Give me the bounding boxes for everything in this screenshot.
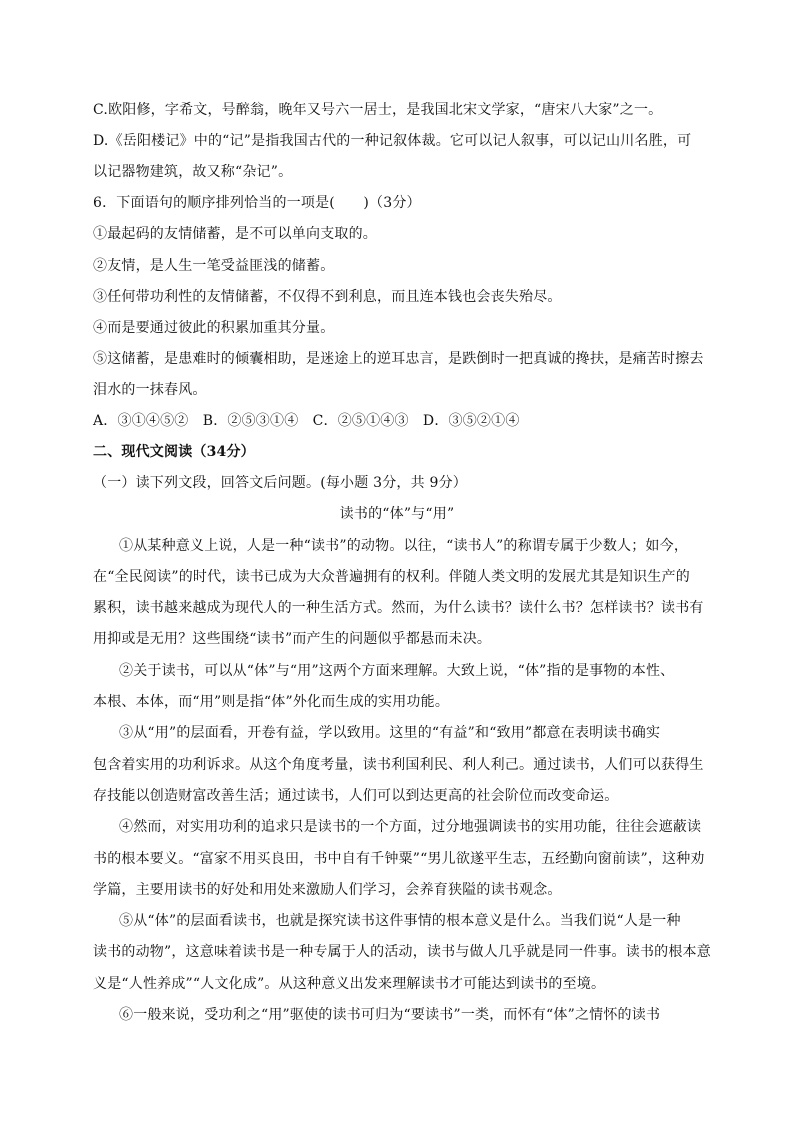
sentence-2: ②友情，是人生一笔受益匪浅的储蓄。 bbox=[93, 258, 335, 274]
paragraph-6-line-1: ⑥一般来说，受功利之“用”驱使的读书可归为“要读书”一类，而怀有“体”之情怀的读书 bbox=[119, 1007, 661, 1023]
paragraph-5-line-3: 义是“人性养成”“人文化成”。从这种意义出发来理解读书才可能达到读书的至境。 bbox=[93, 976, 606, 992]
sentence-5: ⑤这储蓄，是患难时的倾囊相助，是迷途上的逆耳忠言，是跌倒时一把真诚的搀扶，是痛苦时擦去 bbox=[93, 351, 704, 367]
paragraph-2-line-1: ②关于读书，可以从“体”与“用”这两个方面来理解。大致上说，“体”指的是事物的本性、 bbox=[119, 663, 675, 679]
question-6: 6．下面语句的顺序排列恰当的一项是( )（3分） bbox=[93, 195, 421, 211]
paragraph-2-line-2: 本根、本体，而“用”则是指“体”外化而生成的实用功能。 bbox=[93, 694, 450, 710]
sentence-3: ③任何带功利性的友情储蓄，不仅得不到利息，而且连本钱也会丧失殆尽。 bbox=[93, 289, 562, 305]
sentence-1: ①最起码的友情储蓄，是不可以单向支取的。 bbox=[93, 226, 377, 242]
paragraph-4-line-3: 学篇，主要用读书的好处和用处来激励人们学习，会养育狭隘的读书观念。 bbox=[93, 882, 562, 898]
answer-options: A．③①④⑤② B．②⑤③①④ C．②⑤①④③ D．③⑤②①④ bbox=[93, 413, 520, 429]
sentence-5-continuation: 泪水的一抹春风。 bbox=[93, 382, 207, 398]
article-title: 读书的“体”与“用” bbox=[339, 506, 455, 522]
paragraph-5-line-2: 读书的动物”，这意味着读书是一种专属于人的活动，读书与做人几乎就是同一件事。读书的根本意 bbox=[93, 944, 711, 960]
section-heading: 二、现代文阅读（34分） bbox=[93, 444, 255, 460]
sentence-4: ④而是要通过彼此的积累加重其分量。 bbox=[93, 320, 335, 336]
paragraph-4-line-2: 书的根本要义。“富家不用买良田，书中自有千钟粟”“男儿欲遂平生志，五经勤向窗前读”，这种劝 bbox=[93, 851, 705, 867]
paragraph-1-line-2: 在“全民阅读”的时代，读书已成为大众普遍拥有的权利。伴随人类文明的发展尤其是知识生产的 bbox=[93, 569, 690, 585]
paragraph-1-line-4: 用抑或是无用？这些围绕“读书”而产生的问题似乎都悬而未决。 bbox=[93, 631, 492, 647]
paragraph-3-line-3: 存技能以创造财富改善生活；通过读书，人们可以到达更高的社会阶位而改变命运。 bbox=[93, 788, 619, 804]
paragraph-3-line-2: 包含着实用的功利诉求。从这个角度考量，读书利国利民、利人利己。通过读书，人们可以获得生 bbox=[93, 757, 704, 773]
option-c-line: C.欧阳修，字希文，号醉翁，晚年又号六一居士，是我国北宋文学家，“唐宋八大家”之一。 bbox=[93, 102, 663, 118]
paragraph-3-line-1: ③从“用”的层面看，开卷有益，学以致用。这里的“有益”和“致用”都意在表明读书确实 bbox=[119, 725, 661, 741]
paragraph-5-line-1: ⑤从“体”的层面看读书，也就是探究读书这件事情的根本意义是什么。当我们说“人是一种 bbox=[119, 913, 681, 929]
paragraph-1-line-1: ①从某种意义上说，人是一种“读书”的动物。以往，“读书人”的称谓专属于少数人；如今， bbox=[119, 538, 689, 554]
paragraph-1-line-3: 累积，读书越来越成为现代人的一种生活方式。然而，为什么读书？读什么书？怎样读书？读书有 bbox=[93, 600, 704, 616]
paragraph-4-line-1: ④然而，对实用功利的追求只是读书的一个方面，过分地强调读书的实用功能，往往会遮蔽读 bbox=[119, 819, 702, 835]
option-d-line: D.《岳阳楼记》中的“记”是指我国古代的一种记叙体裁。它可以记人叙事，可以记山川名胜，可 bbox=[93, 133, 692, 149]
subsection-instructions: （一）读下列文段，回答文后问题。(每小题 3分，共 9分） bbox=[93, 475, 467, 491]
option-d-continuation: 以记器物建筑，故又称“杂记”。 bbox=[93, 164, 293, 180]
